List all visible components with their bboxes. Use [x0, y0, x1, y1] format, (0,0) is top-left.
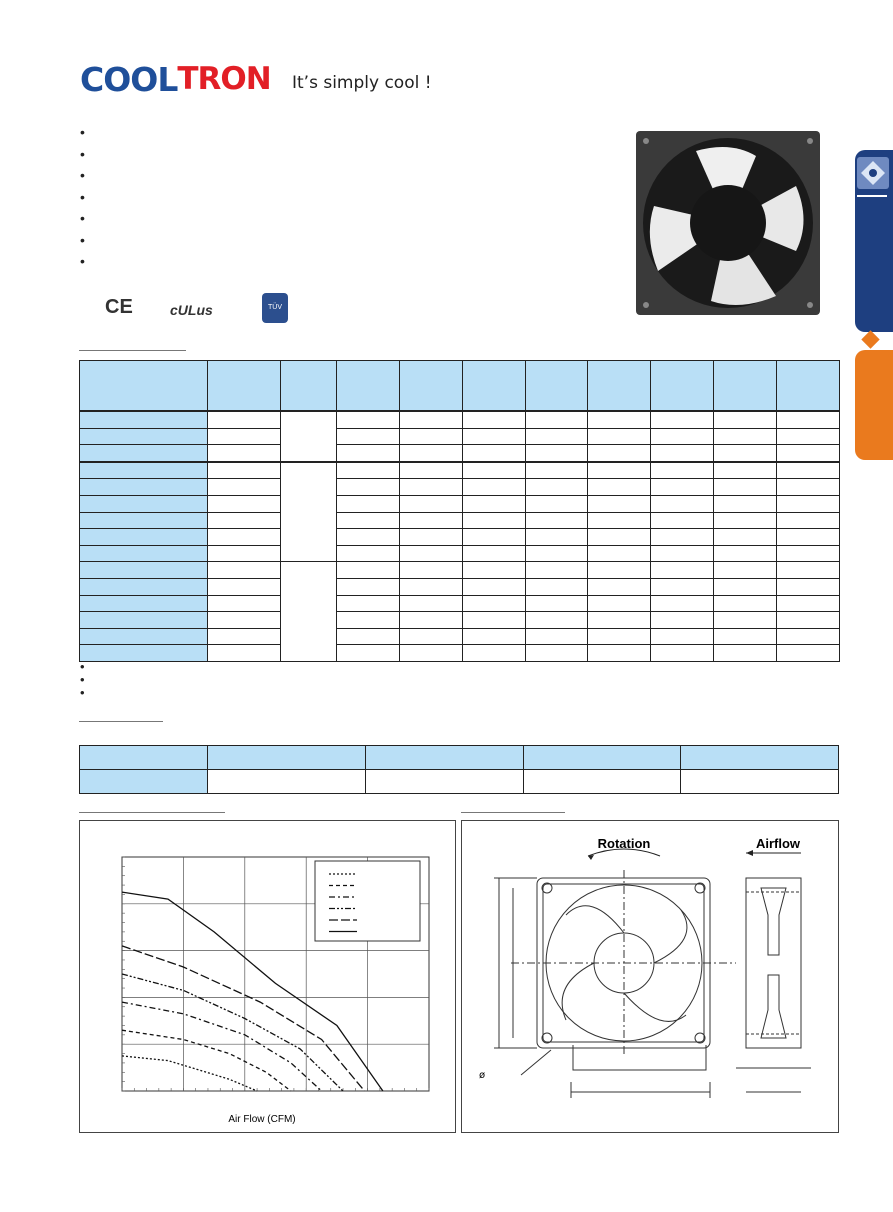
table-row	[80, 529, 840, 546]
tagline: It’s simply cool !	[292, 73, 432, 93]
diamond-marker	[861, 330, 879, 348]
fan-front-view	[511, 870, 736, 1056]
note-bullet: •	[80, 685, 85, 700]
options-row	[80, 770, 839, 794]
x-axis-label: Air Flow (CFM)	[228, 1114, 296, 1125]
logo-tron: TRON	[177, 61, 271, 97]
note-bullet: •	[80, 659, 85, 674]
table-row	[80, 562, 840, 579]
feature-bullet: •	[80, 124, 85, 140]
feature-bullet: •	[80, 188, 85, 205]
side-tab-orange	[855, 350, 893, 460]
rotation-label: Rotation	[597, 836, 651, 851]
fan-icon	[857, 157, 889, 189]
cooltron-logo	[80, 59, 271, 99]
table-row	[80, 645, 840, 662]
table-row	[80, 545, 840, 562]
airflow-arrow-head	[746, 850, 753, 856]
chart-legend	[315, 861, 420, 941]
options-table	[79, 745, 839, 794]
feature-bullet: •	[80, 145, 85, 162]
diameter-symbol: ø	[479, 1070, 486, 1081]
table-row	[80, 428, 840, 445]
spec-table	[79, 360, 840, 662]
spec-header-row	[80, 361, 840, 412]
section-rule-options	[79, 721, 163, 722]
fan-hub	[690, 185, 766, 261]
table-row	[80, 445, 840, 462]
performance-curve	[122, 1056, 257, 1091]
feature-bullet: •	[80, 253, 85, 269]
fan-photo	[636, 131, 820, 315]
feature-bullet: •	[80, 231, 85, 248]
table-row	[80, 495, 840, 512]
note-bullet: •	[80, 672, 85, 687]
section-rule-dimensions	[461, 812, 565, 813]
feature-bullet: •	[80, 167, 85, 183]
table-row	[80, 512, 840, 529]
side-tab-divider	[857, 195, 887, 197]
performance-curve	[122, 1030, 291, 1091]
performance-chart	[79, 820, 456, 1133]
fan-side-view	[736, 878, 811, 1092]
table-notes	[80, 660, 85, 699]
logo-cool: COOL	[80, 59, 178, 99]
dimension-drawing	[461, 820, 839, 1133]
table-row	[80, 628, 840, 645]
table-row	[80, 411, 840, 428]
ce-mark: CE	[105, 296, 133, 318]
performance-curve	[122, 1002, 322, 1091]
section-rule-curve	[79, 812, 225, 813]
table-row	[80, 595, 840, 612]
section-rule-specs	[79, 350, 186, 351]
tuv-mark-text: TÜV	[268, 304, 282, 311]
table-row	[80, 462, 840, 479]
table-row	[80, 612, 840, 629]
ul-mark: cULus	[170, 302, 213, 318]
options-header-row	[80, 746, 839, 770]
feature-bullet: •	[80, 210, 85, 226]
airflow-label: Airflow	[755, 836, 801, 851]
tuv-mark	[262, 293, 288, 323]
table-row	[80, 479, 840, 496]
feature-bullets	[80, 122, 85, 273]
table-row	[80, 578, 840, 595]
